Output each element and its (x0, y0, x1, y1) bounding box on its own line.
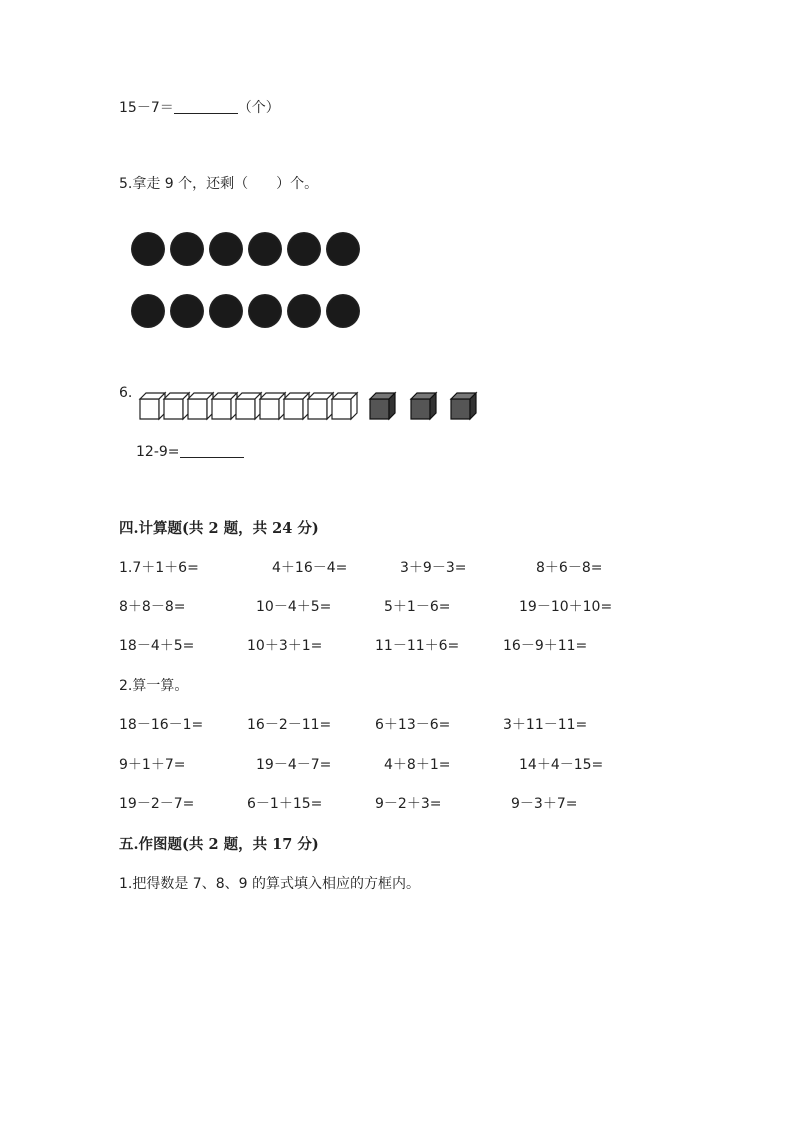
dot (248, 294, 282, 328)
calc-item: 18－4＋5= (119, 638, 195, 654)
section5-heading: 五.作图题(共 2 题，共 17 分) (119, 836, 319, 853)
white-cube (188, 393, 213, 419)
calc-item: 11－11＋6= (375, 638, 460, 654)
dot (248, 232, 282, 266)
white-cube (284, 393, 309, 419)
section5-q1: 1.把得数是 7、8、9 的算式填入相应的方框内。 (119, 876, 420, 892)
q4-unit: （个） (237, 100, 280, 116)
calc-item: 16－2－11= (247, 717, 332, 733)
section4-heading: 四.计算题(共 2 题，共 24 分) (119, 520, 319, 537)
calc-item: 10－4＋5= (256, 599, 332, 615)
q4-expression: 15－7＝ (119, 100, 174, 116)
white-cube (332, 393, 357, 419)
calc-item: 16－9＋11= (503, 638, 588, 654)
q4-answer-blank[interactable] (174, 99, 238, 114)
calc-item: 6＋13－6= (375, 717, 451, 733)
q4-line (119, 97, 280, 117)
calc-item: 19－2－7= (119, 796, 195, 812)
calc-item: 4＋16－4= (272, 560, 348, 576)
q6-number: 6. (119, 385, 133, 401)
white-cube (260, 393, 285, 419)
dot (209, 294, 243, 328)
white-cube (236, 393, 261, 419)
calc-item: 6－1＋15= (247, 796, 323, 812)
calc-item: 19－4－7= (256, 757, 332, 773)
dot (326, 232, 360, 266)
problem2-title: 2.算一算。 (119, 678, 189, 694)
calc-item: 18－16－1= (119, 717, 204, 733)
gray-cube (451, 393, 476, 419)
dot (131, 294, 165, 328)
calc-item: 9＋1＋7= (119, 757, 186, 773)
calc-item: 3＋11－11= (503, 717, 588, 733)
calc-item: 8＋6－8= (536, 560, 603, 576)
q6-line (136, 443, 244, 460)
dot (326, 294, 360, 328)
white-cube (308, 393, 333, 419)
calc-item: 14＋4－15= (519, 757, 604, 773)
white-cube (140, 393, 165, 419)
calc-item: 3＋9－3= (400, 560, 467, 576)
gray-cube (370, 393, 395, 419)
gray-cube (411, 393, 436, 419)
calc-item: 4＋8＋1= (384, 757, 451, 773)
q6-answer-blank[interactable] (180, 443, 244, 458)
dot (170, 294, 204, 328)
calc-item: 5＋1－6= (384, 599, 451, 615)
dot (209, 232, 243, 266)
calc-item: 9－2＋3= (375, 796, 442, 812)
white-cube (212, 393, 237, 419)
calc-item: 10＋3＋1= (247, 638, 323, 654)
calc-item: 8＋8－8= (119, 599, 186, 615)
dot (287, 232, 321, 266)
dot (131, 232, 165, 266)
cube-row (138, 390, 483, 422)
calc-item: 1.7＋1＋6= (119, 560, 199, 576)
dot (287, 294, 321, 328)
calc-item: 19－10＋10= (519, 599, 613, 615)
q6-expression: 12-9= (136, 444, 180, 460)
calc-item: 9－3＋7= (511, 796, 578, 812)
dot (170, 232, 204, 266)
q5-question: 5.拿走 9 个，还剩（ ）个。 (119, 176, 319, 192)
white-cube (164, 393, 189, 419)
